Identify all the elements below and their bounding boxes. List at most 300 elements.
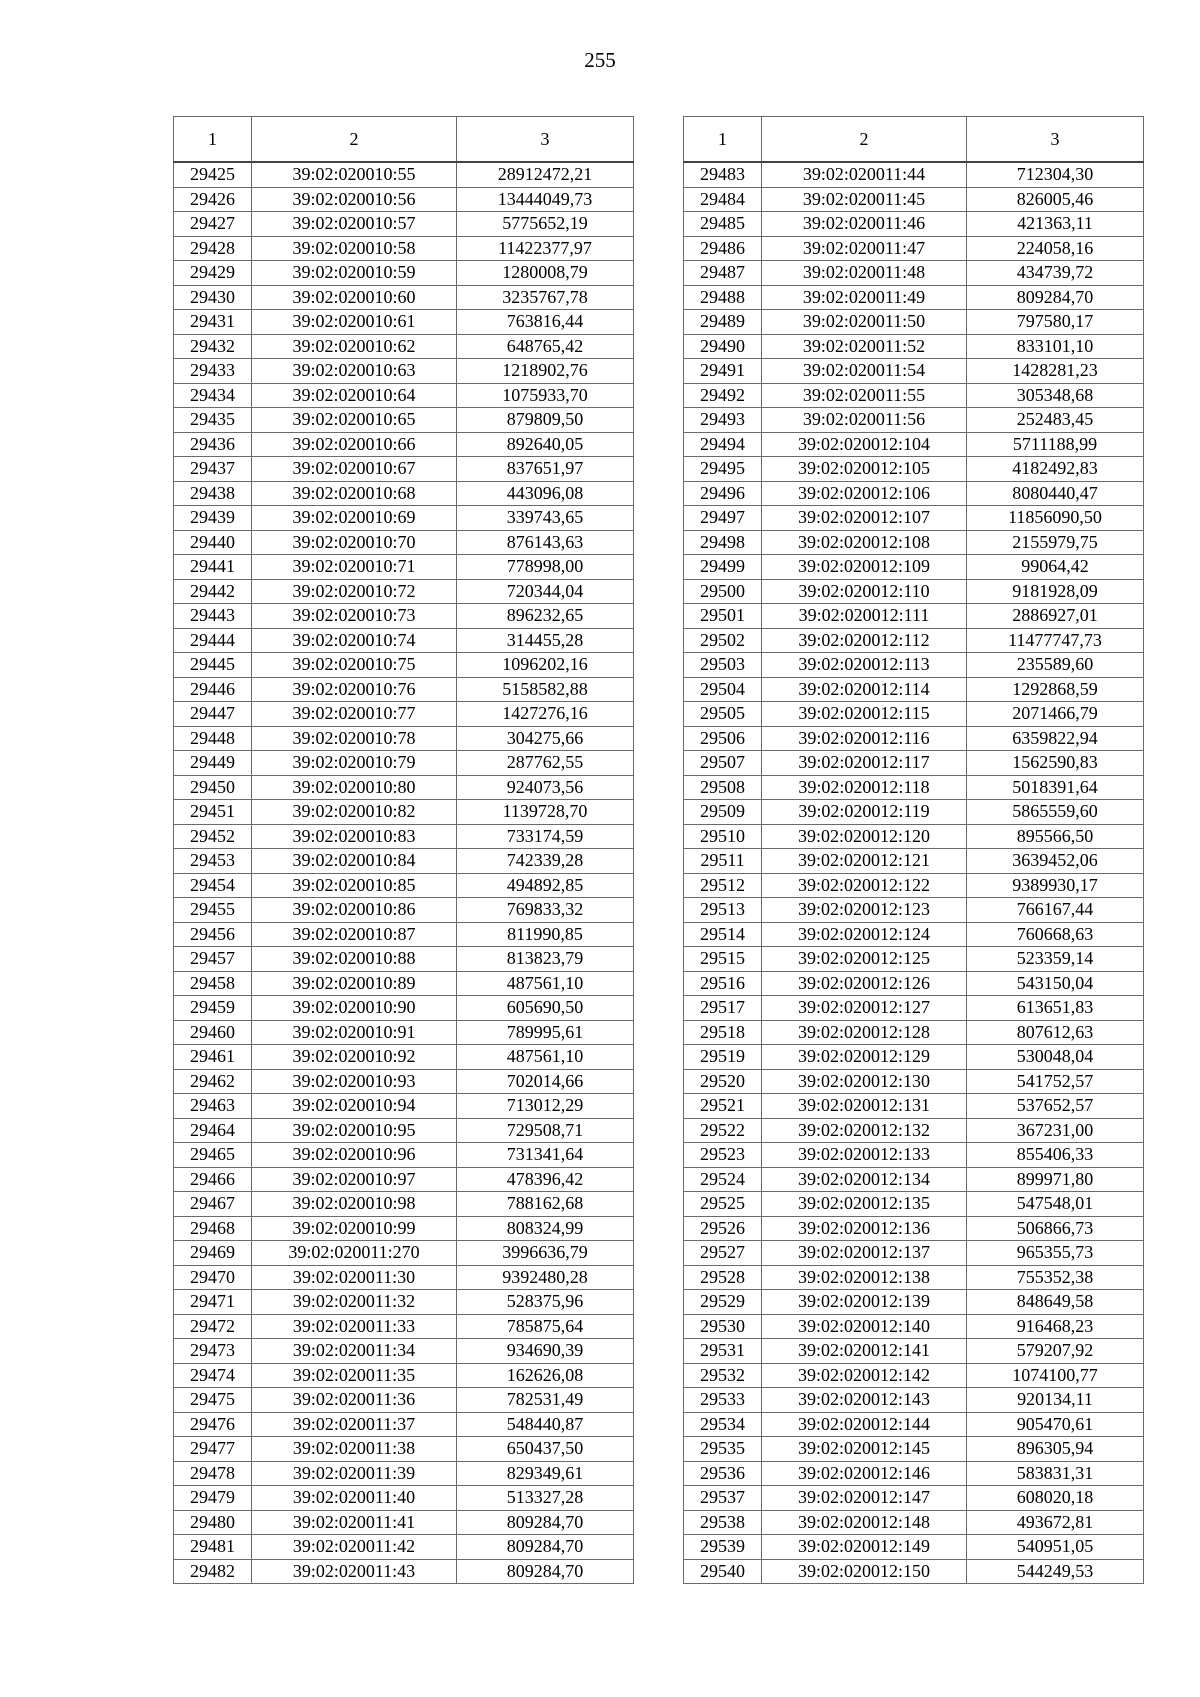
value-cell: 788162,68 <box>457 1192 634 1217</box>
cadastral-number-cell: 39:02:020010:64 <box>252 383 457 408</box>
row-number-cell: 29518 <box>684 1020 762 1045</box>
cadastral-number-cell: 39:02:020012:120 <box>762 824 967 849</box>
row-number-cell: 29514 <box>684 922 762 947</box>
row-number-cell: 29463 <box>174 1094 252 1119</box>
row-number-cell: 29536 <box>684 1461 762 1486</box>
value-cell: 540951,05 <box>967 1535 1144 1560</box>
row-number-cell: 29532 <box>684 1363 762 1388</box>
table-row <box>684 1216 1144 1241</box>
table-row <box>684 285 1144 310</box>
value-cell: 528375,96 <box>457 1290 634 1315</box>
value-cell: 487561,10 <box>457 971 634 996</box>
row-number-cell: 29516 <box>684 971 762 996</box>
cadastral-number-cell: 39:02:020012:113 <box>762 653 967 678</box>
value-cell: 1139728,70 <box>457 800 634 825</box>
cadastral-number-cell: 39:02:020010:92 <box>252 1045 457 1070</box>
cadastral-number-cell: 39:02:020011:38 <box>252 1437 457 1462</box>
value-cell: 789995,61 <box>457 1020 634 1045</box>
cadastral-number-cell: 39:02:020012:146 <box>762 1461 967 1486</box>
cadastral-number-cell: 39:02:020010:78 <box>252 726 457 751</box>
row-number-cell: 29456 <box>174 922 252 947</box>
value-cell: 848649,58 <box>967 1290 1144 1315</box>
table-row <box>174 775 634 800</box>
cadastral-number-cell: 39:02:020010:87 <box>252 922 457 947</box>
header-col-3: 3 <box>457 117 634 163</box>
cadastral-number-cell: 39:02:020012:136 <box>762 1216 967 1241</box>
row-number-cell: 29447 <box>174 702 252 727</box>
value-cell: 305348,68 <box>967 383 1144 408</box>
table-row <box>684 1241 1144 1266</box>
value-cell: 1074100,77 <box>967 1363 1144 1388</box>
row-number-cell: 29535 <box>684 1437 762 1462</box>
value-cell: 829349,61 <box>457 1461 634 1486</box>
value-cell: 2071466,79 <box>967 702 1144 727</box>
table-row <box>174 873 634 898</box>
cadastral-number-cell: 39:02:020012:107 <box>762 506 967 531</box>
cadastral-number-cell: 39:02:020010:70 <box>252 530 457 555</box>
row-number-cell: 29523 <box>684 1143 762 1168</box>
row-number-cell: 29503 <box>684 653 762 678</box>
row-number-cell: 29493 <box>684 408 762 433</box>
value-cell: 712304,30 <box>967 162 1144 187</box>
table-row <box>174 653 634 678</box>
cadastral-number-cell: 39:02:020012:150 <box>762 1559 967 1584</box>
cadastral-number-cell: 39:02:020011:50 <box>762 310 967 335</box>
table-row <box>174 408 634 433</box>
row-number-cell: 29484 <box>684 187 762 212</box>
cadastral-number-cell: 39:02:020012:108 <box>762 530 967 555</box>
cadastral-number-cell: 39:02:020012:104 <box>762 432 967 457</box>
row-number-cell: 29507 <box>684 751 762 776</box>
value-cell: 760668,63 <box>967 922 1144 947</box>
row-number-cell: 29487 <box>684 261 762 286</box>
value-cell: 905470,61 <box>967 1412 1144 1437</box>
cadastral-number-cell: 39:02:020010:93 <box>252 1069 457 1094</box>
table-row <box>174 334 634 359</box>
value-cell: 5711188,99 <box>967 432 1144 457</box>
row-number-cell: 29439 <box>174 506 252 531</box>
table-row <box>174 1290 634 1315</box>
cadastral-number-cell: 39:02:020010:66 <box>252 432 457 457</box>
value-cell: 537652,57 <box>967 1094 1144 1119</box>
header-col-1: 1 <box>174 117 252 163</box>
value-cell: 797580,17 <box>967 310 1144 335</box>
table-row <box>684 1290 1144 1315</box>
cadastral-number-cell: 39:02:020012:130 <box>762 1069 967 1094</box>
table-row <box>684 334 1144 359</box>
cadastral-number-cell: 39:02:020010:77 <box>252 702 457 727</box>
cadastral-number-cell: 39:02:020011:41 <box>252 1510 457 1535</box>
cadastral-number-cell: 39:02:020012:137 <box>762 1241 967 1266</box>
value-cell: 5158582,88 <box>457 677 634 702</box>
value-cell: 2155979,75 <box>967 530 1144 555</box>
table-header <box>174 117 634 163</box>
value-cell: 543150,04 <box>967 971 1144 996</box>
row-number-cell: 29436 <box>174 432 252 457</box>
row-number-cell: 29433 <box>174 359 252 384</box>
value-cell: 9389930,17 <box>967 873 1144 898</box>
cadastral-number-cell: 39:02:020010:74 <box>252 628 457 653</box>
table-row <box>684 457 1144 482</box>
cadastral-number-cell: 39:02:020012:140 <box>762 1314 967 1339</box>
cadastral-number-cell: 39:02:020012:109 <box>762 555 967 580</box>
row-number-cell: 29534 <box>684 1412 762 1437</box>
value-cell: 1428281,23 <box>967 359 1144 384</box>
table-row <box>684 432 1144 457</box>
value-cell: 13444049,73 <box>457 187 634 212</box>
table-row <box>684 555 1144 580</box>
row-number-cell: 29519 <box>684 1045 762 1070</box>
cadastral-number-cell: 39:02:020011:30 <box>252 1265 457 1290</box>
cadastral-number-cell: 39:02:020012:106 <box>762 481 967 506</box>
table-row <box>684 971 1144 996</box>
row-number-cell: 29466 <box>174 1167 252 1192</box>
table-row <box>174 702 634 727</box>
value-cell: 434739,72 <box>967 261 1144 286</box>
row-number-cell: 29460 <box>174 1020 252 1045</box>
cadastral-number-cell: 39:02:020012:125 <box>762 947 967 972</box>
table-row <box>684 1559 1144 1584</box>
cadastral-number-cell: 39:02:020010:63 <box>252 359 457 384</box>
cadastral-number-cell: 39:02:020010:80 <box>252 775 457 800</box>
value-cell: 11422377,97 <box>457 236 634 261</box>
cadastral-number-cell: 39:02:020011:34 <box>252 1339 457 1364</box>
value-cell: 702014,66 <box>457 1069 634 1094</box>
value-cell: 742339,28 <box>457 849 634 874</box>
cadastral-number-cell: 39:02:020011:55 <box>762 383 967 408</box>
table-row <box>684 849 1144 874</box>
cadastral-number-cell: 39:02:020010:73 <box>252 604 457 629</box>
row-number-cell: 29437 <box>174 457 252 482</box>
row-number-cell: 29478 <box>174 1461 252 1486</box>
cadastral-number-cell: 39:02:020012:118 <box>762 775 967 800</box>
row-number-cell: 29491 <box>684 359 762 384</box>
table-row <box>684 212 1144 237</box>
value-cell: 808324,99 <box>457 1216 634 1241</box>
table-row <box>684 1020 1144 1045</box>
cadastral-number-cell: 39:02:020010:86 <box>252 898 457 923</box>
value-cell: 763816,44 <box>457 310 634 335</box>
cadastral-number-cell: 39:02:020011:44 <box>762 162 967 187</box>
value-cell: 2886927,01 <box>967 604 1144 629</box>
row-number-cell: 29526 <box>684 1216 762 1241</box>
value-cell: 879809,50 <box>457 408 634 433</box>
value-cell: 1280008,79 <box>457 261 634 286</box>
row-number-cell: 29470 <box>174 1265 252 1290</box>
table-row <box>174 1314 634 1339</box>
value-cell: 252483,45 <box>967 408 1144 433</box>
value-cell: 648765,42 <box>457 334 634 359</box>
cadastral-number-cell: 39:02:020010:90 <box>252 996 457 1021</box>
cadastral-number-cell: 39:02:020010:60 <box>252 285 457 310</box>
value-cell: 367231,00 <box>967 1118 1144 1143</box>
cadastral-number-cell: 39:02:020012:121 <box>762 849 967 874</box>
table-row <box>684 530 1144 555</box>
row-number-cell: 29540 <box>684 1559 762 1584</box>
value-cell: 5018391,64 <box>967 775 1144 800</box>
row-number-cell: 29429 <box>174 261 252 286</box>
table-row <box>174 530 634 555</box>
table-row <box>174 604 634 629</box>
value-cell: 899971,80 <box>967 1167 1144 1192</box>
value-cell: 785875,64 <box>457 1314 634 1339</box>
row-number-cell: 29462 <box>174 1069 252 1094</box>
table-row <box>684 383 1144 408</box>
table-row <box>174 579 634 604</box>
value-cell: 1292868,59 <box>967 677 1144 702</box>
value-cell: 782531,49 <box>457 1388 634 1413</box>
value-cell: 530048,04 <box>967 1045 1144 1070</box>
table-row <box>174 383 634 408</box>
row-number-cell: 29459 <box>174 996 252 1021</box>
row-number-cell: 29524 <box>684 1167 762 1192</box>
row-number-cell: 29510 <box>684 824 762 849</box>
table-row <box>174 359 634 384</box>
value-cell: 755352,38 <box>967 1265 1144 1290</box>
cadastral-number-cell: 39:02:020010:94 <box>252 1094 457 1119</box>
value-cell: 920134,11 <box>967 1388 1144 1413</box>
value-cell: 4182492,83 <box>967 457 1144 482</box>
row-number-cell: 29475 <box>174 1388 252 1413</box>
header-col-2: 2 <box>762 117 967 163</box>
value-cell: 541752,57 <box>967 1069 1144 1094</box>
cadastral-number-cell: 39:02:020010:68 <box>252 481 457 506</box>
cadastral-number-cell: 39:02:020012:143 <box>762 1388 967 1413</box>
row-number-cell: 29509 <box>684 800 762 825</box>
row-number-cell: 29482 <box>174 1559 252 1584</box>
row-number-cell: 29537 <box>684 1486 762 1511</box>
row-number-cell: 29443 <box>174 604 252 629</box>
cadastral-number-cell: 39:02:020012:128 <box>762 1020 967 1045</box>
value-cell: 99064,42 <box>967 555 1144 580</box>
value-cell: 224058,16 <box>967 236 1144 261</box>
table-row <box>684 579 1144 604</box>
table-row <box>174 1535 634 1560</box>
table-row <box>174 824 634 849</box>
table-row <box>174 1486 634 1511</box>
value-cell: 28912472,21 <box>457 162 634 187</box>
row-number-cell: 29520 <box>684 1069 762 1094</box>
cadastral-number-cell: 39:02:020012:132 <box>762 1118 967 1143</box>
value-cell: 339743,65 <box>457 506 634 531</box>
row-number-cell: 29426 <box>174 187 252 212</box>
row-number-cell: 29531 <box>684 1339 762 1364</box>
cadastral-number-cell: 39:02:020012:133 <box>762 1143 967 1168</box>
table-row <box>174 1412 634 1437</box>
value-cell: 855406,33 <box>967 1143 1144 1168</box>
row-number-cell: 29500 <box>684 579 762 604</box>
row-number-cell: 29474 <box>174 1363 252 1388</box>
value-cell: 583831,31 <box>967 1461 1144 1486</box>
table-row <box>684 1486 1144 1511</box>
row-number-cell: 29467 <box>174 1192 252 1217</box>
value-cell: 813823,79 <box>457 947 634 972</box>
table-right <box>683 116 1144 1584</box>
table-row <box>684 1094 1144 1119</box>
row-number-cell: 29472 <box>174 1314 252 1339</box>
cadastral-number-cell: 39:02:020010:95 <box>252 1118 457 1143</box>
row-number-cell: 29538 <box>684 1510 762 1535</box>
table-row <box>174 628 634 653</box>
cadastral-number-cell: 39:02:020010:88 <box>252 947 457 972</box>
row-number-cell: 29438 <box>174 481 252 506</box>
value-cell: 1075933,70 <box>457 383 634 408</box>
cadastral-number-cell: 39:02:020010:76 <box>252 677 457 702</box>
cadastral-number-cell: 39:02:020011:46 <box>762 212 967 237</box>
row-number-cell: 29468 <box>174 1216 252 1241</box>
table-row <box>684 628 1144 653</box>
row-number-cell: 29445 <box>174 653 252 678</box>
cadastral-number-cell: 39:02:020010:56 <box>252 187 457 212</box>
table-row <box>174 457 634 482</box>
row-number-cell: 29434 <box>174 383 252 408</box>
cadastral-number-cell: 39:02:020011:45 <box>762 187 967 212</box>
cadastral-number-cell: 39:02:020011:33 <box>252 1314 457 1339</box>
table-row <box>174 285 634 310</box>
table-row <box>174 1437 634 1462</box>
cadastral-number-cell: 39:02:020012:144 <box>762 1412 967 1437</box>
row-number-cell: 29432 <box>174 334 252 359</box>
cadastral-number-cell: 39:02:020010:75 <box>252 653 457 678</box>
table-row <box>684 677 1144 702</box>
row-number-cell: 29511 <box>684 849 762 874</box>
cadastral-number-cell: 39:02:020011:49 <box>762 285 967 310</box>
row-number-cell: 29525 <box>684 1192 762 1217</box>
value-cell: 304275,66 <box>457 726 634 751</box>
value-cell: 713012,29 <box>457 1094 634 1119</box>
table-row <box>174 187 634 212</box>
table-row <box>684 187 1144 212</box>
row-number-cell: 29454 <box>174 873 252 898</box>
cadastral-number-cell: 39:02:020012:115 <box>762 702 967 727</box>
cadastral-number-cell: 39:02:020010:72 <box>252 579 457 604</box>
table-row <box>684 310 1144 335</box>
cadastral-number-cell: 39:02:020010:91 <box>252 1020 457 1045</box>
row-number-cell: 29533 <box>684 1388 762 1413</box>
table-row <box>684 653 1144 678</box>
table-row <box>174 162 634 187</box>
table-row <box>174 1094 634 1119</box>
table-row <box>684 162 1144 187</box>
cadastral-number-cell: 39:02:020010:71 <box>252 555 457 580</box>
row-number-cell: 29497 <box>684 506 762 531</box>
table-row <box>684 261 1144 286</box>
row-number-cell: 29492 <box>684 383 762 408</box>
header-col-1: 1 <box>684 117 762 163</box>
value-cell: 548440,87 <box>457 1412 634 1437</box>
table-row <box>174 1339 634 1364</box>
cadastral-number-cell: 39:02:020011:47 <box>762 236 967 261</box>
value-cell: 896305,94 <box>967 1437 1144 1462</box>
row-number-cell: 29504 <box>684 677 762 702</box>
table-row <box>684 898 1144 923</box>
table-row <box>174 1143 634 1168</box>
cadastral-number-cell: 39:02:020011:40 <box>252 1486 457 1511</box>
cadastral-number-cell: 39:02:020012:123 <box>762 898 967 923</box>
table-row <box>174 1192 634 1217</box>
row-number-cell: 29430 <box>174 285 252 310</box>
row-number-cell: 29527 <box>684 1241 762 1266</box>
value-cell: 916468,23 <box>967 1314 1144 1339</box>
table-row <box>684 1461 1144 1486</box>
table-row <box>684 481 1144 506</box>
row-number-cell: 29451 <box>174 800 252 825</box>
row-number-cell: 29471 <box>174 1290 252 1315</box>
value-cell: 729508,71 <box>457 1118 634 1143</box>
value-cell: 9392480,28 <box>457 1265 634 1290</box>
cadastral-number-cell: 39:02:020012:149 <box>762 1535 967 1560</box>
cadastral-number-cell: 39:02:020010:84 <box>252 849 457 874</box>
cadastral-number-cell: 39:02:020010:97 <box>252 1167 457 1192</box>
value-cell: 506866,73 <box>967 1216 1144 1241</box>
row-number-cell: 29453 <box>174 849 252 874</box>
value-cell: 547548,01 <box>967 1192 1144 1217</box>
value-cell: 811990,85 <box>457 922 634 947</box>
cadastral-number-cell: 39:02:020011:270 <box>252 1241 457 1266</box>
cadastral-number-cell: 39:02:020012:138 <box>762 1265 967 1290</box>
value-cell: 314455,28 <box>457 628 634 653</box>
cadastral-number-cell: 39:02:020012:110 <box>762 579 967 604</box>
cadastral-number-cell: 39:02:020011:42 <box>252 1535 457 1560</box>
table-left <box>173 116 634 1584</box>
table-row <box>174 1118 634 1143</box>
table-row <box>684 359 1144 384</box>
row-number-cell: 29450 <box>174 775 252 800</box>
value-cell: 809284,70 <box>967 285 1144 310</box>
value-cell: 809284,70 <box>457 1559 634 1584</box>
row-number-cell: 29449 <box>174 751 252 776</box>
table-row <box>174 1388 634 1413</box>
row-number-cell: 29480 <box>174 1510 252 1535</box>
value-cell: 579207,92 <box>967 1339 1144 1364</box>
table-row <box>684 1437 1144 1462</box>
value-cell: 478396,42 <box>457 1167 634 1192</box>
cadastral-number-cell: 39:02:020012:105 <box>762 457 967 482</box>
table-row <box>174 1559 634 1584</box>
cadastral-number-cell: 39:02:020010:79 <box>252 751 457 776</box>
value-cell: 766167,44 <box>967 898 1144 923</box>
table-row <box>684 1118 1144 1143</box>
row-number-cell: 29455 <box>174 898 252 923</box>
cadastral-number-cell: 39:02:020010:57 <box>252 212 457 237</box>
cadastral-number-cell: 39:02:020010:58 <box>252 236 457 261</box>
table-body <box>174 162 634 1584</box>
table-body <box>684 162 1144 1584</box>
table-row <box>684 1045 1144 1070</box>
value-cell: 892640,05 <box>457 432 634 457</box>
value-cell: 5775652,19 <box>457 212 634 237</box>
table-row <box>684 824 1144 849</box>
table-row <box>684 1388 1144 1413</box>
value-cell: 896232,65 <box>457 604 634 629</box>
cadastral-number-cell: 39:02:020010:83 <box>252 824 457 849</box>
cadastral-number-cell: 39:02:020012:134 <box>762 1167 967 1192</box>
row-number-cell: 29435 <box>174 408 252 433</box>
cadastral-number-cell: 39:02:020012:126 <box>762 971 967 996</box>
row-number-cell: 29476 <box>174 1412 252 1437</box>
value-cell: 5865559,60 <box>967 800 1144 825</box>
cadastral-number-cell: 39:02:020010:67 <box>252 457 457 482</box>
row-number-cell: 29427 <box>174 212 252 237</box>
cadastral-number-cell: 39:02:020011:35 <box>252 1363 457 1388</box>
value-cell: 613651,83 <box>967 996 1144 1021</box>
row-number-cell: 29486 <box>684 236 762 261</box>
value-cell: 934690,39 <box>457 1339 634 1364</box>
value-cell: 1218902,76 <box>457 359 634 384</box>
value-cell: 162626,08 <box>457 1363 634 1388</box>
table-row <box>174 1069 634 1094</box>
row-number-cell: 29446 <box>174 677 252 702</box>
